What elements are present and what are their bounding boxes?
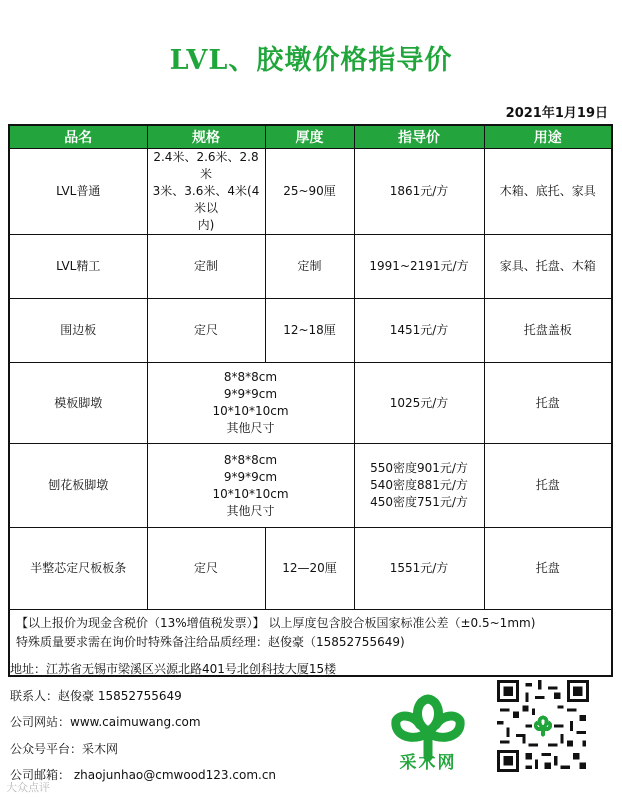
product-price xyxy=(354,528,484,610)
contact-person: 联系人：赵俊豪 15852755649 xyxy=(10,689,182,703)
table-header-row xyxy=(9,125,612,149)
product-name: LVL精工 xyxy=(9,235,147,299)
spec-line: 9*9*9cm xyxy=(223,469,278,484)
product-use: 托盘盖板 xyxy=(484,299,612,363)
price-line: 550密度901元/方 xyxy=(370,461,468,475)
logo-text: 采木网 xyxy=(399,753,457,773)
contact-email: 公司邮箱： zhaojunhao@cmwood123.com.cn xyxy=(10,768,277,782)
note-line-quality: 特殊质量要求需在询价时特殊备注给品质经理：赵俊豪（15852755649) xyxy=(16,635,405,649)
product-price xyxy=(354,149,484,235)
spec-line: 内) xyxy=(197,218,215,232)
table-row xyxy=(9,235,612,299)
watermark: 大众点评 xyxy=(6,781,50,794)
product-spec xyxy=(147,149,265,235)
product-price xyxy=(354,299,484,363)
product-spec xyxy=(147,528,265,610)
price-table xyxy=(8,124,613,677)
product-name: 模板脚墩 xyxy=(9,363,147,444)
product-thickness: 12~18厘 xyxy=(265,299,354,363)
price-line: 1861元/方 xyxy=(389,184,449,198)
product-name: 半整芯定尺板板条 xyxy=(9,528,147,610)
qr-code-icon xyxy=(497,680,589,772)
spec-line: 8*8*8cm xyxy=(223,370,278,384)
spec-line: 其他尺寸 xyxy=(226,421,275,435)
spec-line: 定制 xyxy=(193,259,218,273)
product-use: 家具、托盘、木箱 xyxy=(484,235,612,299)
spec-line: 10*10*10cm xyxy=(212,486,289,501)
product-spec xyxy=(147,235,265,299)
product-name: LVL普通 xyxy=(9,149,147,235)
price-line: 1551元/方 xyxy=(389,561,449,575)
table-row xyxy=(9,149,612,235)
product-use: 托盘 xyxy=(484,444,612,528)
product-name: 刨花板脚墩 xyxy=(9,444,147,528)
column-header: 指导价 xyxy=(354,125,484,149)
table-row xyxy=(9,528,612,610)
note-line-tax: 【以上报价为现金含税价（13%增值税发票）】 以上厚度包含胶合板国家标准公差（±0.5~1mm) xyxy=(16,616,536,630)
price-line: 540密度881元/方 xyxy=(370,478,468,492)
spec-line: 定尺 xyxy=(193,323,218,337)
spec-line: 10*10*10cm xyxy=(212,404,289,418)
product-spec xyxy=(147,444,354,528)
column-header: 厚度 xyxy=(265,125,354,149)
product-price xyxy=(354,235,484,299)
product-use: 托盘 xyxy=(484,528,612,610)
document-date: 2021年1月19日 xyxy=(505,106,608,121)
product-thickness: 25~90厘 xyxy=(265,149,354,235)
spec-line: 3米、3.6米、4米(4米以 xyxy=(152,184,260,215)
spec-line: 9*9*9cm xyxy=(223,387,278,401)
spec-line: 8*8*8cm xyxy=(223,452,278,467)
product-price xyxy=(354,363,484,444)
product-thickness: 定制 xyxy=(265,235,354,299)
contact-wechat: 公众号平台：采木网 xyxy=(10,742,119,756)
column-header: 品名 xyxy=(9,125,147,149)
product-spec xyxy=(147,363,354,444)
product-use: 木箱、底托、家具 xyxy=(484,149,612,235)
product-use: 托盘 xyxy=(484,363,612,444)
product-name: 围边板 xyxy=(9,299,147,363)
product-price xyxy=(354,444,484,528)
spec-line: 定尺 xyxy=(193,561,218,575)
page-title: LVL、胶墩价格指导价 xyxy=(169,45,453,76)
spec-line: 2.4米、2.6米、2.8米 xyxy=(153,150,259,181)
table-row xyxy=(9,299,612,363)
column-header: 用途 xyxy=(484,125,612,149)
price-line: 1451元/方 xyxy=(389,323,449,337)
product-thickness: 12—20厘 xyxy=(265,528,354,610)
column-header: 规格 xyxy=(147,125,265,149)
contact-website: 公司网站：www.caimuwang.com xyxy=(10,715,201,729)
price-line: 1991~2191元/方 xyxy=(369,259,469,273)
product-spec xyxy=(147,299,265,363)
table-row xyxy=(9,363,612,444)
price-line: 450密度751元/方 xyxy=(370,495,468,509)
contact-address: 地址：江苏省无锡市梁溪区兴源北路401号北创科技大厦15楼 xyxy=(10,662,337,676)
spec-line: 其他尺寸 xyxy=(226,503,275,518)
table-row xyxy=(9,444,612,528)
price-line: 1025元/方 xyxy=(389,395,449,410)
